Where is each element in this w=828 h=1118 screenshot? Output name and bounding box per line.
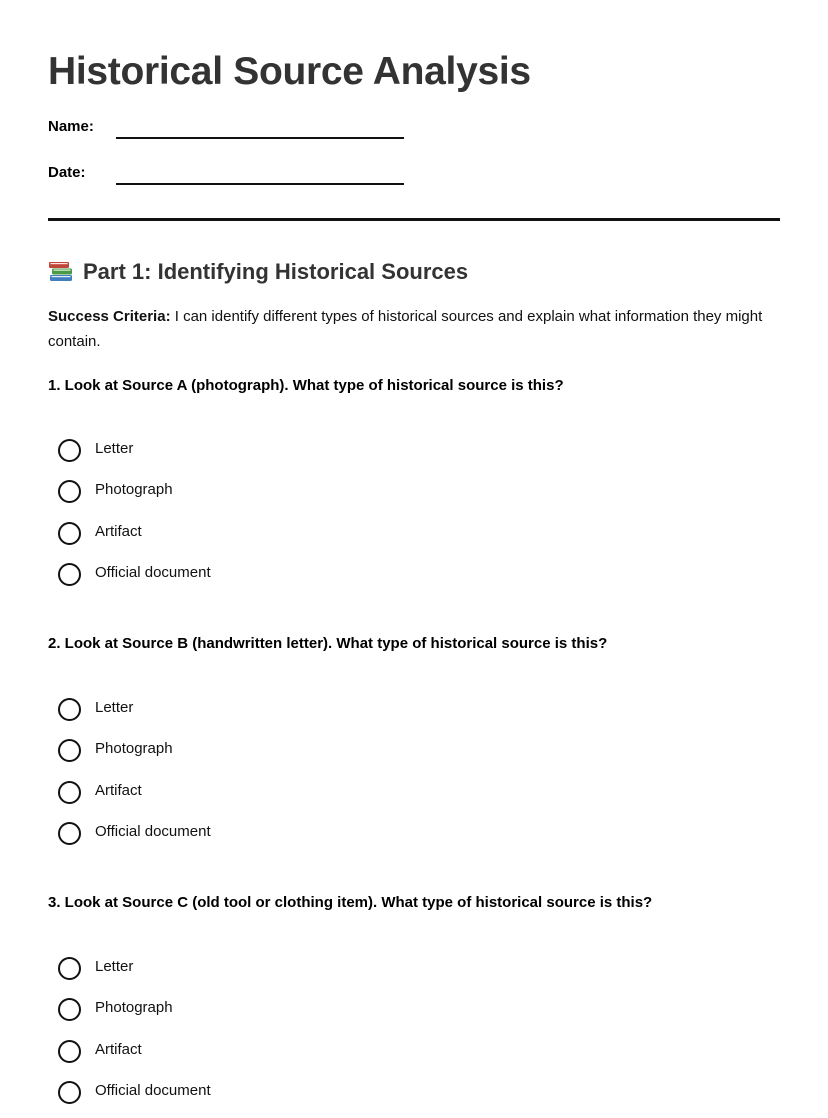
question-3-options — [58, 955, 458, 1118]
option-label: Letter — [95, 958, 134, 975]
option-photograph[interactable] — [58, 996, 458, 1037]
option-official-document[interactable] — [58, 820, 458, 861]
radio-button[interactable] — [58, 998, 81, 1021]
date-label: Date: — [48, 164, 86, 181]
option-label: Photograph — [95, 740, 173, 758]
radio-button[interactable] — [58, 1081, 81, 1104]
radio-button[interactable] — [58, 957, 81, 980]
books-icon — [48, 260, 74, 282]
page-title: Historical Source Analysis — [48, 50, 531, 93]
option-letter[interactable] — [58, 696, 458, 737]
option-label: Official document — [95, 1082, 211, 1100]
option-artifact[interactable] — [58, 1038, 458, 1079]
option-label: Official document — [95, 564, 211, 582]
date-input[interactable] — [116, 183, 404, 185]
name-input[interactable] — [116, 137, 404, 139]
option-artifact[interactable] — [58, 520, 458, 561]
success-criteria — [48, 304, 788, 354]
option-letter[interactable] — [58, 437, 458, 478]
date-field-row — [48, 163, 408, 187]
question-2-options — [58, 696, 458, 862]
success-criteria-label: Success Criteria: — [48, 308, 171, 325]
question-1-options — [58, 437, 458, 603]
success-criteria-text: I can identify different types of historical sources and explain what information they might contain. — [48, 308, 763, 350]
section-divider — [48, 218, 780, 221]
option-official-document[interactable] — [58, 561, 458, 602]
radio-button[interactable] — [58, 522, 81, 545]
part1-heading-text: Part 1: Identifying Historical Sources — [83, 259, 469, 284]
option-label: Artifact — [95, 1040, 142, 1058]
radio-button[interactable] — [58, 698, 81, 721]
name-label: Name: — [48, 118, 94, 135]
radio-button[interactable] — [58, 781, 81, 804]
radio-button[interactable] — [58, 739, 81, 762]
radio-button[interactable] — [58, 563, 81, 586]
option-label: Photograph — [95, 481, 173, 499]
option-label: Letter — [95, 440, 134, 457]
name-field-row — [48, 117, 408, 141]
part1-heading — [48, 257, 468, 287]
option-label: Photograph — [95, 999, 173, 1017]
option-artifact[interactable] — [58, 779, 458, 820]
radio-button[interactable] — [58, 822, 81, 845]
radio-button[interactable] — [58, 480, 81, 503]
question-3: 3. Look at Source C (old tool or clothing item). What type of historical source is this? — [48, 894, 653, 911]
question-1: 1. Look at Source A (photograph). What type of historical source is this? — [48, 377, 564, 394]
option-label: Letter — [95, 699, 134, 716]
option-photograph[interactable] — [58, 737, 458, 778]
question-2: 2. Look at Source B (handwritten letter). What type of historical source is this? — [48, 635, 608, 652]
option-label: Artifact — [95, 522, 142, 540]
option-photograph[interactable] — [58, 478, 458, 519]
option-label: Official document — [95, 823, 211, 841]
radio-button[interactable] — [58, 1040, 81, 1063]
option-official-document[interactable] — [58, 1079, 458, 1118]
option-letter[interactable] — [58, 955, 458, 996]
option-label: Artifact — [95, 781, 142, 799]
radio-button[interactable] — [58, 439, 81, 462]
